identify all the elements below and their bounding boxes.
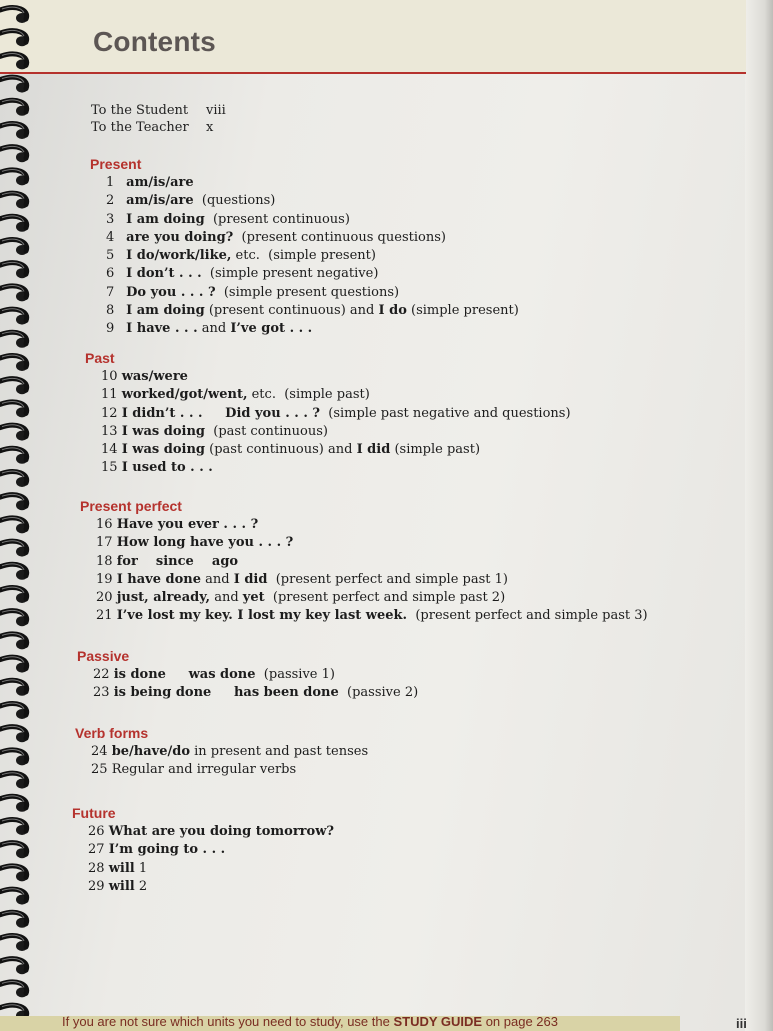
footer-text-post: on page 263 <box>482 1014 558 1029</box>
unit-title-text: (simple present questions) <box>215 284 400 300</box>
front-matter <box>91 102 731 136</box>
unit-title-text: 2 <box>134 878 148 894</box>
unit-number: 18 <box>96 553 113 569</box>
unit-title-bold: I do/work/like, <box>126 248 232 264</box>
binding-ring <box>0 494 28 510</box>
unit-number: 29 <box>88 878 105 894</box>
unit-number: 10 <box>101 369 118 384</box>
unit-title-bold: are you doing? <box>126 229 234 245</box>
binding-ring <box>0 448 28 464</box>
unit-number: 22 <box>93 667 110 682</box>
unit-title-text: (present continuous) and <box>204 303 379 319</box>
unit-title-bold: just, already, <box>116 590 211 606</box>
unit-number: 23 <box>93 685 110 701</box>
unit-title-bold: I’ve lost my key. I lost my key last week. <box>116 608 408 624</box>
study-guide-note <box>62 1014 682 1031</box>
unit-entry <box>85 368 571 386</box>
unit-title-bold: I’ve got . . . <box>230 321 313 337</box>
unit-number: 8 <box>106 303 115 319</box>
binding-ring <box>0 657 28 673</box>
binding-ring <box>0 77 28 93</box>
unit-title-bold: Have you ever . . . ? <box>116 517 259 532</box>
unit-entry <box>77 684 418 702</box>
unit-number: 6 <box>106 266 115 282</box>
front-matter-page: x <box>206 120 214 135</box>
binding-ring <box>0 193 28 209</box>
unit-entry <box>80 607 648 625</box>
binding-ring <box>0 726 28 742</box>
unit-entry <box>72 860 334 878</box>
unit-title-text: (passive 1) <box>255 667 335 682</box>
unit-title-text: (simple past) <box>390 442 481 458</box>
unit-title-text: (present perfect and simple past 1) <box>267 571 508 587</box>
binding-ring <box>0 123 28 139</box>
page-title: Contents <box>93 26 216 57</box>
unit-entry <box>90 229 519 247</box>
binding-ring <box>0 912 28 928</box>
binding-ring <box>0 402 28 418</box>
unit-number: 28 <box>88 860 105 876</box>
section-title: Future <box>72 805 116 821</box>
unit-entry <box>90 302 519 320</box>
unit-entry <box>85 459 571 477</box>
unit-title-bold: be/have/do <box>111 744 191 759</box>
unit-title-bold: I am doing <box>126 211 205 227</box>
binding-ring <box>0 889 28 905</box>
unit-entry <box>90 284 519 302</box>
unit-entry <box>80 553 648 571</box>
binding-ring <box>0 30 28 46</box>
unit-entry <box>75 743 368 761</box>
unit-entry <box>72 878 334 896</box>
unit-title-bold: I was doing <box>121 442 205 458</box>
front-matter-label: To the Teacher <box>91 120 189 135</box>
section-passive <box>77 646 418 703</box>
binding-ring <box>0 982 28 998</box>
front-matter-page: viii <box>206 103 226 118</box>
unit-number: 19 <box>96 571 113 587</box>
unit-number: 20 <box>96 590 113 606</box>
unit-entry <box>75 761 368 779</box>
unit-title-bold: will <box>108 878 135 894</box>
binding-ring <box>0 750 28 766</box>
unit-title-text: and <box>201 571 234 587</box>
binding-ring <box>0 634 28 650</box>
unit-title-bold: I did <box>233 571 268 587</box>
unit-number: 26 <box>88 824 105 839</box>
unit-title-bold: What are you doing tomorrow? <box>108 824 335 839</box>
spiral-binding <box>0 0 50 1031</box>
unit-title-text: (simple present) <box>406 303 519 319</box>
unit-title-bold: was/were <box>121 369 188 384</box>
unit-title-text: (past continuous) and <box>205 442 357 458</box>
unit-entry <box>90 265 519 283</box>
unit-number: 7 <box>106 284 115 300</box>
binding-ring <box>0 518 28 534</box>
unit-entry <box>90 211 519 229</box>
unit-entry <box>90 192 519 210</box>
section-future <box>72 803 334 896</box>
binding-ring <box>0 796 28 812</box>
binding-ring <box>0 332 28 348</box>
section-present <box>90 154 519 339</box>
binding-ring <box>0 216 28 232</box>
unit-title-bold: I did <box>356 442 391 458</box>
unit-number: 11 <box>101 387 118 403</box>
unit-title-text: and <box>197 321 231 337</box>
section-title: Past <box>85 350 115 366</box>
binding-ring <box>0 54 28 70</box>
unit-entry <box>80 571 648 589</box>
unit-title-bold: Do you . . . ? <box>126 284 216 300</box>
front-matter-row <box>91 102 731 119</box>
unit-entry <box>80 516 648 534</box>
unit-title-bold: I have . . . <box>126 321 198 337</box>
binding-ring <box>0 170 28 186</box>
unit-number: 4 <box>106 229 115 245</box>
binding-ring <box>0 703 28 719</box>
unit-number: 2 <box>106 193 115 209</box>
unit-title-bold: I used to . . . <box>121 460 213 476</box>
unit-title-text: and <box>210 590 243 606</box>
unit-title-text: etc. (simple present) <box>231 248 376 264</box>
unit-number: 5 <box>106 248 115 264</box>
unit-title-bold: for since ago <box>116 553 239 569</box>
unit-title-bold: I have done <box>116 571 202 587</box>
unit-title-bold: yet <box>242 590 265 606</box>
section-verb-forms <box>75 723 368 780</box>
unit-title-bold: am/is/are <box>126 175 194 190</box>
unit-number: 12 <box>101 405 118 421</box>
unit-title-bold: I don’t . . . <box>126 266 202 282</box>
binding-ring <box>0 866 28 882</box>
footer-text-pre: If you are not sure which units you need to study, use the <box>62 1014 394 1029</box>
footer-text-bold: STUDY GUIDE <box>393 1014 483 1029</box>
binding-ring <box>0 773 28 789</box>
unit-entry <box>90 247 519 265</box>
unit-number: 27 <box>88 842 105 858</box>
binding-ring <box>0 262 28 278</box>
unit-number: 13 <box>101 423 118 439</box>
unit-entry <box>85 423 571 441</box>
unit-title-text: 1 <box>134 860 148 876</box>
unit-title-bold: is being done has been done <box>113 685 339 701</box>
binding-ring <box>0 100 28 116</box>
unit-entry <box>85 405 571 423</box>
binding-ring <box>0 378 28 394</box>
unit-title-bold: I do <box>378 303 407 319</box>
binding-ring <box>0 958 28 974</box>
unit-number: 3 <box>106 211 115 227</box>
unit-title-bold: I was doing <box>121 423 205 439</box>
binding-ring <box>0 471 28 487</box>
unit-entry <box>90 174 519 192</box>
front-matter-label: To the Student <box>91 103 189 118</box>
unit-number: 15 <box>101 460 118 476</box>
unit-title-bold: I didn’t . . . Did you . . . ? <box>121 405 320 421</box>
binding-ring <box>0 680 28 696</box>
unit-number: 24 <box>91 744 108 759</box>
unit-entry <box>72 841 334 859</box>
unit-entry <box>77 666 418 684</box>
unit-title-bold: worked/got/went, <box>121 387 248 403</box>
binding-ring <box>0 564 28 580</box>
binding-ring <box>0 425 28 441</box>
unit-number: 1 <box>106 175 115 190</box>
page-number: iii <box>736 1016 747 1031</box>
page-edge <box>745 0 773 1031</box>
binding-ring <box>0 355 28 371</box>
unit-title-bold: I’m going to . . . <box>108 842 226 858</box>
section-past <box>85 348 571 478</box>
unit-number: 21 <box>96 608 113 624</box>
binding-ring <box>0 610 28 626</box>
unit-entry <box>85 441 571 459</box>
unit-entry <box>80 589 648 607</box>
binding-ring <box>0 587 28 603</box>
unit-title-text: (simple past negative and questions) <box>319 405 571 421</box>
unit-number: 17 <box>96 535 113 551</box>
unit-title-text: (questions) <box>193 193 276 209</box>
unit-number: 9 <box>106 321 115 337</box>
unit-title-text: in present and past tenses <box>190 744 369 759</box>
unit-number: 14 <box>101 442 118 458</box>
unit-entry <box>80 534 648 552</box>
binding-ring <box>0 146 28 162</box>
section-title: Passive <box>77 648 130 664</box>
unit-title-text: etc. (simple past) <box>247 387 370 403</box>
unit-title-bold: I am doing <box>126 303 205 319</box>
unit-entry <box>90 320 519 338</box>
unit-title-text: (past continuous) <box>205 423 328 439</box>
unit-title-bold: is done was done <box>113 667 256 682</box>
binding-ring <box>0 239 28 255</box>
binding-ring <box>0 7 28 23</box>
binding-ring <box>0 309 28 325</box>
unit-entry <box>85 386 571 404</box>
unit-number: 16 <box>96 517 113 532</box>
unit-title-text: (simple present negative) <box>201 266 379 282</box>
binding-ring <box>0 842 28 858</box>
binding-ring <box>0 819 28 835</box>
binding-ring <box>0 286 28 302</box>
unit-title-bold: How long have you . . . ? <box>116 535 294 551</box>
section-title: Present perfect <box>80 498 182 514</box>
unit-title-text: (present perfect and simple past 2) <box>264 590 506 606</box>
unit-number: 25 <box>91 762 108 778</box>
unit-title-bold: am/is/are <box>126 193 194 209</box>
section-title: Present <box>90 156 142 172</box>
unit-title-text: Regular and irregular verbs <box>111 762 297 778</box>
unit-title-text: (passive 2) <box>338 685 419 701</box>
unit-title-bold: will <box>108 860 135 876</box>
binding-ring <box>0 935 28 951</box>
unit-title-text: (present perfect and simple past 3) <box>407 608 648 624</box>
section-title: Verb forms <box>75 725 149 741</box>
front-matter-row <box>91 119 731 136</box>
unit-title-text: (present continuous questions) <box>233 229 446 245</box>
section-present-perfect <box>80 496 648 626</box>
binding-ring <box>0 541 28 557</box>
unit-entry <box>72 823 334 841</box>
unit-title-text: (present continuous) <box>204 211 350 227</box>
